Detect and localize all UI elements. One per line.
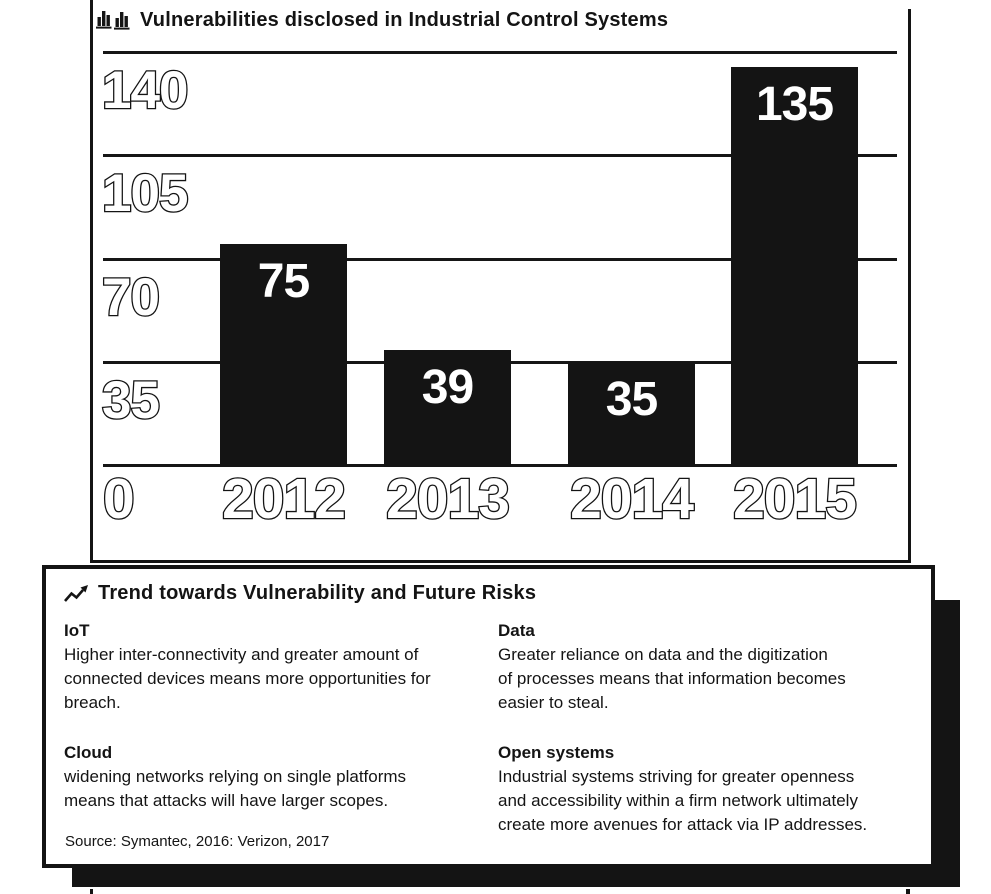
info-panel [42, 565, 935, 868]
info-column-right [498, 619, 918, 837]
section-open-systems-line-3: create more avenues for attack via IP addresses. [498, 815, 868, 834]
info-column-left [64, 619, 484, 813]
section-iot [64, 619, 484, 715]
bar-value-label-2015: 135 [755, 78, 834, 131]
x-axis-label-2015: 2015 [733, 467, 856, 531]
trend-up-icon [64, 584, 90, 609]
section-open-systems-line-1: Industrial systems striving for greater openness [498, 767, 855, 786]
section-cloud-line-2: means that attacks will have larger scopes. [64, 791, 389, 810]
bar-value-label-2013: 39 [421, 361, 474, 414]
chart-title: Vulnerabilities disclosed in Industrial Control Systems [140, 9, 669, 31]
bar-value-label-2014: 35 [605, 373, 658, 426]
next-panel-right-border [906, 889, 910, 894]
section-data [498, 619, 918, 715]
next-panel-left-border [90, 889, 93, 894]
y-axis-label-140: 140 [102, 61, 188, 120]
bar-2014 [568, 362, 695, 467]
source-text: Source: Symantec, 2016: Verizon, 2017 [65, 833, 330, 850]
x-axis-label-2013: 2013 [386, 467, 509, 531]
y-axis-label-0: 0 [103, 467, 134, 531]
y-axis-label-35: 35 [102, 370, 159, 430]
gridline-140 [103, 51, 897, 54]
section-heading-cloud: Cloud [64, 743, 113, 762]
bar-2015 [731, 67, 858, 467]
section-data-line-3: easier to steal. [498, 693, 609, 712]
section-iot-line-2: connected devices means more opportunities for [64, 669, 431, 688]
y-axis-label-105: 105 [102, 164, 188, 224]
section-heading-open-systems: Open systems [498, 743, 615, 762]
bar-value-label-2012: 75 [257, 255, 310, 308]
section-cloud-line-1: widening networks relying on single platforms [64, 767, 407, 786]
bar-2013 [384, 350, 511, 467]
section-iot-line-1: Higher inter-connectivity and greater amount of [64, 645, 419, 664]
x-axis-label-2014: 2014 [570, 467, 693, 531]
section-cloud [64, 741, 484, 813]
section-iot-line-3: breach. [64, 693, 121, 712]
section-data-line-1: Greater reliance on data and the digitization [498, 645, 828, 664]
section-open-systems-line-2: and accessibility within a firm network ultimately [498, 791, 858, 810]
section-heading-iot: IoT [64, 621, 90, 640]
bar-2012 [220, 244, 347, 467]
info-panel-title: Trend towards Vulnerability and Future Risks [98, 582, 537, 604]
section-heading-data: Data [498, 621, 535, 640]
section-open-systems [498, 741, 918, 837]
y-axis-label-70: 70 [102, 267, 159, 327]
section-data-line-2: of processes means that information becomes [498, 669, 846, 688]
x-axis-label-2012: 2012 [222, 467, 345, 531]
